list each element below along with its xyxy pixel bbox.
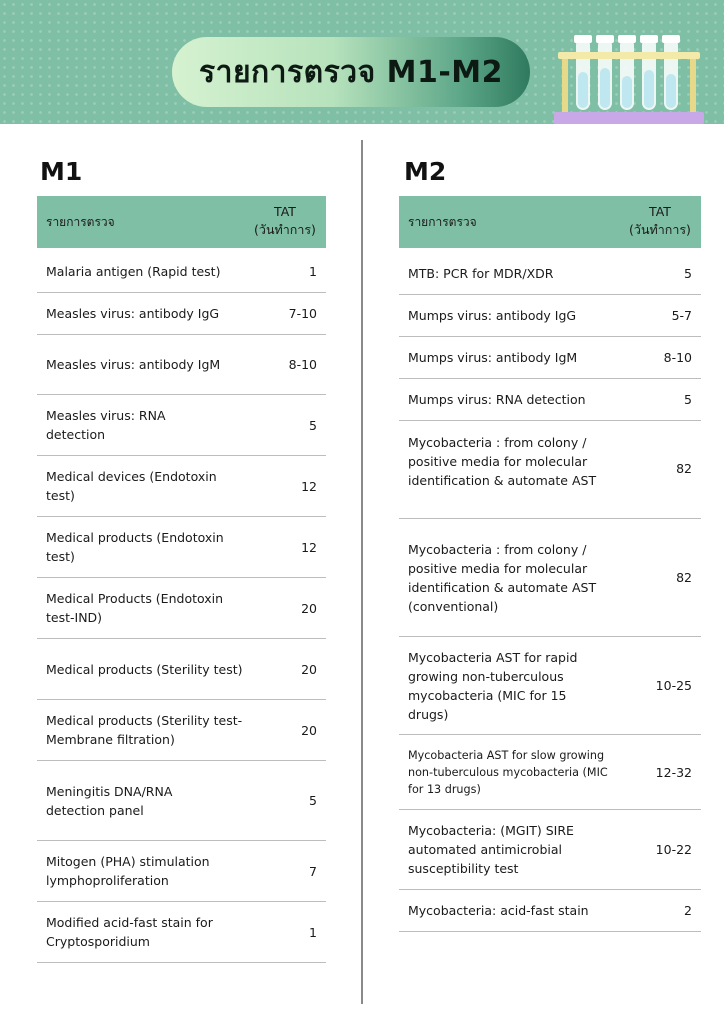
table-row bbox=[399, 337, 701, 379]
test-tube-rack-icon bbox=[554, 32, 704, 124]
table-row bbox=[37, 761, 326, 841]
test-tat: 5 bbox=[684, 392, 692, 407]
m1-table-header bbox=[37, 196, 326, 248]
test-tat: 20 bbox=[301, 661, 317, 677]
test-name: Medical products (Endotoxin test) bbox=[46, 530, 224, 564]
table-row bbox=[37, 902, 326, 963]
column-divider bbox=[361, 140, 363, 1004]
test-name: Medical products (Sterility test-Membrane filtration) bbox=[46, 713, 243, 747]
table-row bbox=[399, 519, 701, 637]
m1-table bbox=[37, 196, 326, 963]
test-tat: 7-10 bbox=[288, 306, 317, 321]
test-name: Mumps virus: antibody IgM bbox=[408, 350, 578, 365]
m1-heading: M1 bbox=[40, 157, 83, 186]
m2-col-name-header: รายการตรวจ bbox=[408, 214, 477, 229]
test-name: Medical devices (Endotoxin test) bbox=[46, 469, 217, 503]
test-name: Medical products (Sterility test) bbox=[46, 661, 243, 677]
test-tat: 2 bbox=[684, 903, 692, 918]
table-row bbox=[37, 335, 326, 395]
m1-col-name-header: รายการตรวจ bbox=[46, 214, 115, 229]
test-tat: 12 bbox=[301, 539, 317, 555]
table-row bbox=[399, 253, 701, 295]
table-row bbox=[37, 456, 326, 517]
table-row bbox=[399, 379, 701, 421]
test-name: Mycobacteria : from colony / positive media for molecular identification & automate AST (conventional) bbox=[408, 541, 597, 614]
test-tat: 10-25 bbox=[655, 678, 692, 693]
test-tat: 7 bbox=[309, 863, 317, 879]
test-name: Measles virus: antibody IgM bbox=[46, 357, 221, 372]
page-title: รายการตรวจ M1-M2 bbox=[198, 54, 504, 90]
test-name: Modified acid-fast stain for Cryptosporidium bbox=[46, 915, 213, 949]
table-row bbox=[399, 637, 701, 735]
m2-heading: M2 bbox=[404, 157, 447, 186]
header-banner bbox=[0, 0, 724, 124]
test-tat: 20 bbox=[301, 600, 317, 616]
table-row bbox=[37, 700, 326, 761]
test-tat: 12 bbox=[301, 478, 317, 494]
table-row bbox=[399, 810, 701, 890]
table-row bbox=[37, 395, 326, 456]
test-tat: 20 bbox=[301, 722, 317, 738]
test-name: Mumps virus: antibody IgG bbox=[408, 308, 577, 323]
table-row bbox=[37, 293, 326, 335]
m2-col-tat-header: TAT (วันทำการ) bbox=[629, 204, 691, 237]
test-tat: 5 bbox=[309, 417, 317, 433]
test-tat: 82 bbox=[676, 570, 692, 585]
test-tat: 8-10 bbox=[288, 357, 317, 372]
test-tat: 1 bbox=[309, 924, 317, 940]
test-tat: 5 bbox=[309, 793, 317, 808]
m2-table-header bbox=[399, 196, 701, 248]
test-name: Mycobacteria AST for slow growing non-tuberculous mycobacteria (MIC for 13 drugs) bbox=[408, 748, 608, 796]
test-tat: 8-10 bbox=[663, 350, 692, 365]
m2-table bbox=[399, 196, 701, 932]
test-name: MTB: PCR for MDR/XDR bbox=[408, 266, 554, 281]
table-row bbox=[399, 421, 701, 519]
test-tat: 5 bbox=[684, 266, 692, 281]
test-tat: 5-7 bbox=[671, 308, 692, 323]
test-name: Malaria antigen (Rapid test) bbox=[46, 263, 221, 279]
test-name: Mycobacteria: acid-fast stain bbox=[408, 903, 589, 918]
test-tat: 1 bbox=[309, 263, 317, 279]
test-name: Mycobacteria: (MGIT) SIRE automated antimicrobial susceptibility test bbox=[408, 823, 574, 876]
test-name: Medical Products (Endotoxin test-IND) bbox=[46, 591, 224, 625]
table-row bbox=[37, 639, 326, 700]
test-name: Mitogen (PHA) stimulation lymphoproliferation bbox=[46, 854, 210, 888]
test-name: Mycobacteria : from colony / positive media for molecular identification & automate AST bbox=[408, 435, 597, 488]
test-tat: 10-22 bbox=[655, 842, 692, 857]
table-row bbox=[37, 841, 326, 902]
test-name: Mumps virus: RNA detection bbox=[408, 392, 586, 407]
table-row bbox=[399, 295, 701, 337]
table-row bbox=[37, 250, 326, 293]
test-tat: 82 bbox=[676, 461, 692, 476]
table-row bbox=[37, 517, 326, 578]
m1-col-tat-header: TAT (วันทำการ) bbox=[254, 204, 316, 237]
test-name: Mycobacteria AST for rapid growing non-tuberculous mycobacteria (MIC for 15 drugs) bbox=[408, 649, 578, 722]
table-row bbox=[399, 890, 701, 932]
table-row bbox=[399, 735, 701, 810]
test-name: Measles virus: RNA detection bbox=[46, 408, 166, 442]
table-row bbox=[37, 578, 326, 639]
test-tat: 12-32 bbox=[655, 764, 692, 780]
test-name: Measles virus: antibody IgG bbox=[46, 306, 220, 321]
test-name: Meningitis DNA/RNA detection panel bbox=[46, 783, 173, 818]
title-pill bbox=[172, 37, 530, 107]
